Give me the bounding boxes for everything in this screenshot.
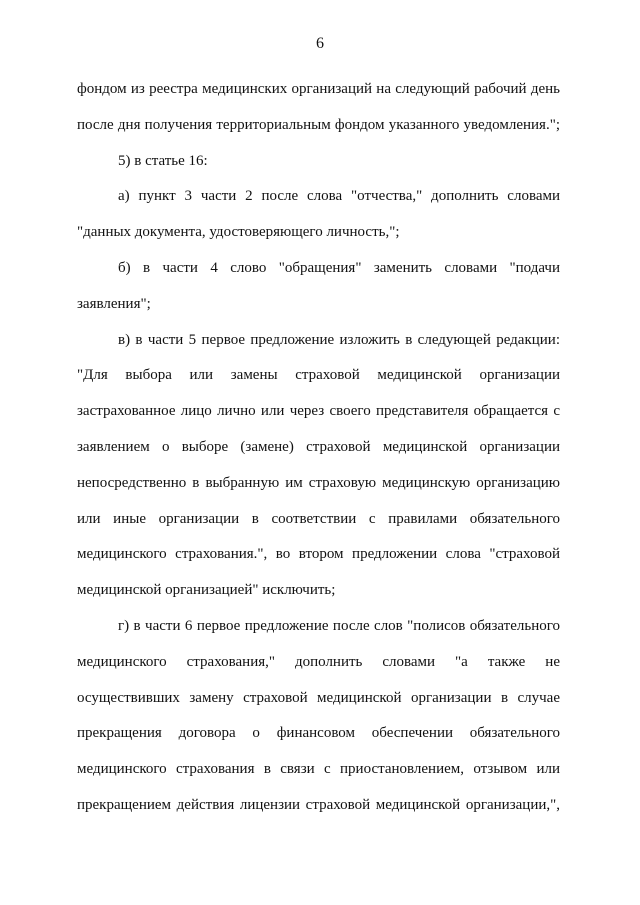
text-line: а) пункт 3 части 2 после слова "отчества," дополнить словами xyxy=(118,188,560,205)
text-line: медицинского страхования.", во втором предложении слова "страховой xyxy=(77,546,560,563)
text-line: медицинского страхования в связи с приостановлением, отзывом или xyxy=(77,761,560,778)
text-line: непосредственно в выбранную им страховую медицинскую организацию xyxy=(77,474,560,491)
text-line: 5) в статье 16: xyxy=(118,152,208,169)
text-line: прекращением действия лицензии страховой медицинской организации,", xyxy=(77,796,560,813)
text-line: медицинского страхования," дополнить словами "а также не xyxy=(77,653,560,670)
text-line: "данных документа, удостоверяющего личность,"; xyxy=(77,224,400,241)
text-line: "Для выбора или замены страховой медицинской организации xyxy=(77,367,560,384)
text-line: медицинской организацией" исключить; xyxy=(77,582,336,599)
text-line: после дня получения территориальным фондом указанного уведомления."; xyxy=(77,116,560,133)
text-line: фондом из реестра медицинских организаций на следующий рабочий день xyxy=(77,81,560,97)
text-line: или иные организации в соответствии с правилами обязательного xyxy=(77,510,560,527)
text-line: заявления"; xyxy=(77,295,151,312)
text-line: прекращения договора о финансовом обеспечении обязательного xyxy=(77,725,560,742)
text-line: в) в части 5 первое предложение изложить в следующей редакции: xyxy=(118,331,560,348)
text-line: осуществивших замену страховой медицинской организации в случае xyxy=(77,689,560,706)
text-line: заявлением о выборе (замене) страховой медицинской организации xyxy=(77,438,560,455)
document-body xyxy=(77,72,560,824)
text-line: застрахованное лицо лично или через своего представителя обращается с xyxy=(77,403,560,420)
text-line: б) в части 4 слово "обращения" заменить словами "подачи xyxy=(118,259,560,276)
page-number: 6 xyxy=(316,35,324,52)
text-line: г) в части 6 первое предложение после слов "полисов обязательного xyxy=(118,617,560,634)
